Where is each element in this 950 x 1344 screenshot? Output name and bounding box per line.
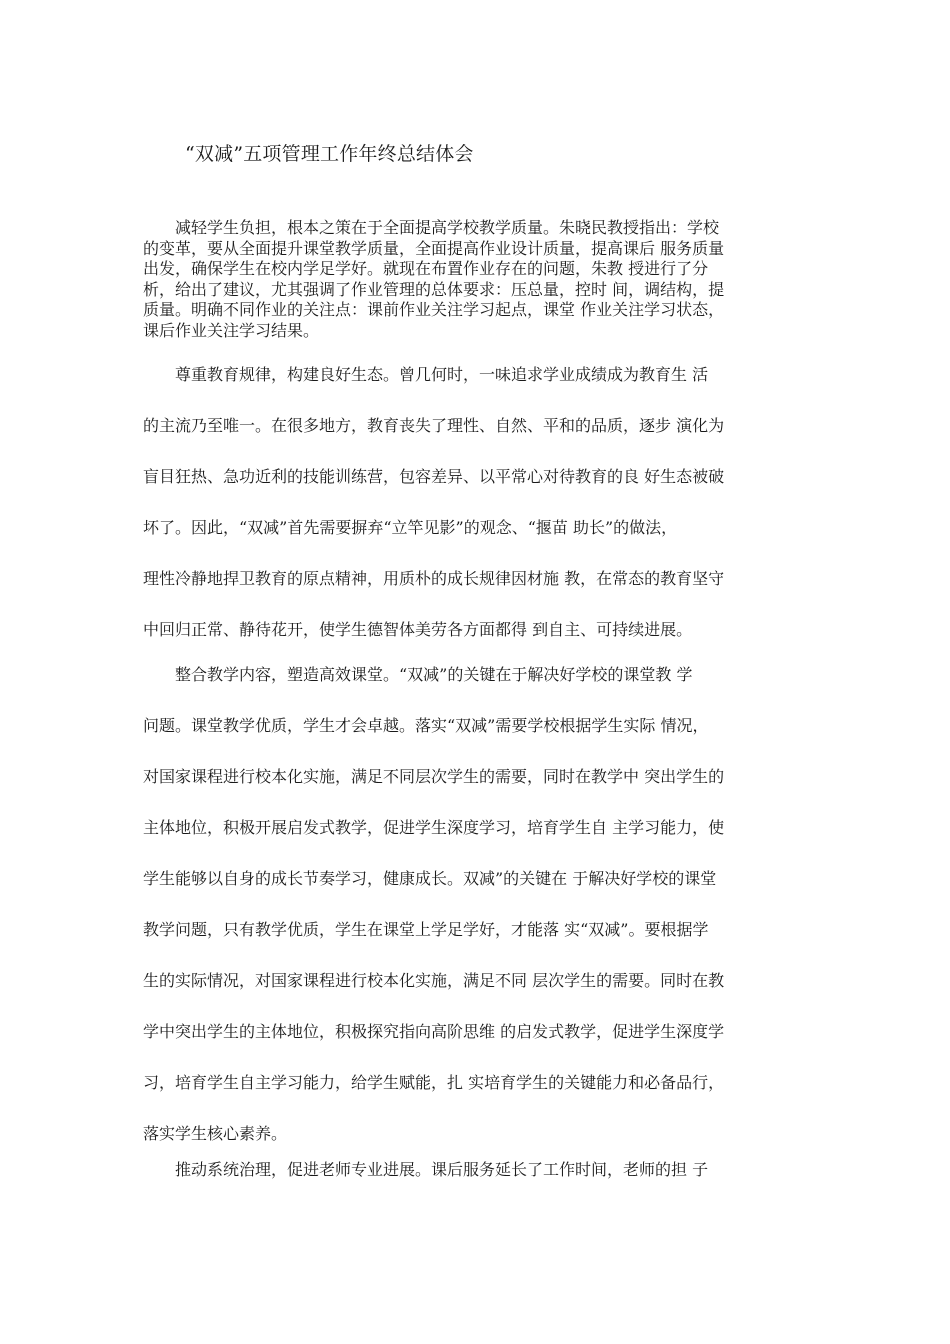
paragraph-line: 中回归正常、静待花开，使学生德智体美劳各方面都得 到自主、可持续进展。 <box>143 620 693 639</box>
paragraph-line: 课后作业关注学习结果。 <box>143 320 320 340</box>
paragraph-line: 减轻学生负担，根本之策在于全面提高学校教学质量。朱晓民教授指出：学校 <box>143 218 720 237</box>
paragraph-line: 推动系统治理，促进老师专业进展。课后服务延长了工作时间，老师的担 子 <box>143 1160 709 1179</box>
document-title: “双减”五项管理工作年终总结体会 <box>185 143 474 165</box>
paragraph-line: 学生能够以自身的成长节奏学习，健康成长。双减”的关键在 于解决好学校的课堂 <box>143 869 717 888</box>
paragraph-line: 坏了。因此，“双减”首先需要摒弃“立竿见影”的观念、“揠苗 助长”的做法， <box>143 518 678 537</box>
paragraph-line: 的主流乃至唯一。在很多地方，教育丧失了理性、自然、平和的品质，逐步 演化为 <box>143 416 725 435</box>
paragraph-line: 生的实际情况，对国家课程进行校本化实施，满足不同 层次学生的需要。同时在教 <box>143 971 725 990</box>
paragraph-system-governance <box>143 1159 806 1210</box>
paragraph-reduce-burden <box>143 218 806 342</box>
paragraph-line: 的变革，要从全面提升课堂教学质量，全面提高作业设计质量，提高课后 服务质量 <box>143 238 725 258</box>
paragraph-education-ecology <box>143 364 806 670</box>
paragraph-line: 尊重教育规律，构建良好生态。曾几何时，一味追求学业成绩成为教育生 活 <box>143 365 709 384</box>
paragraph-efficient-classroom <box>143 664 806 1174</box>
paragraph-line: 问题。课堂教学优质，学生才会卓越。落实“双减”需要学校根据学生实际 情况， <box>143 716 709 735</box>
paragraph-line: 质量。明确不同作业的关注点：课前作业关注学习起点，课堂 作业关注学习状态， <box>143 300 725 320</box>
paragraph-line: 主体地位，积极开展启发式教学，促进学生深度学习，培育学生自 主学习能力，使 <box>143 818 725 837</box>
paragraph-line: 教学问题，只有教学优质，学生在课堂上学足学好，才能落 实“双减”。要根据学 <box>143 920 709 939</box>
paragraph-line: 理性冷静地捍卫教育的原点精神，用质朴的成长规律因材施 教，在常态的教育坚守 <box>143 569 725 588</box>
paragraph-line: 对国家课程进行校本化实施，满足不同层次学生的需要，同时在教学中 突出学生的 <box>143 767 725 786</box>
paragraph-line: 析，给出了建议，尤其强调了作业管理的总体要求：压总量，控时 间，调结构，提 <box>143 279 725 299</box>
paragraph-line: 盲目狂热、急功近利的技能训练营，包容差异、以平常心对待教育的良 好生态被破 <box>143 467 725 486</box>
paragraph-line: 整合教学内容，塑造高效课堂。“双减”的关键在于解决好学校的课堂教 学 <box>143 665 693 684</box>
paragraph-line: 落实学生核心素养。 <box>143 1124 288 1143</box>
paragraph-line: 习，培育学生自主学习能力，给学生赋能，扎 实培育学生的关键能力和必备品行， <box>143 1073 725 1092</box>
paragraph-line: 学中突出学生的主体地位，积极探究指向高阶思维 的启发式教学，促进学生深度学 <box>143 1022 725 1041</box>
paragraph-line: 出发，确保学生在校内学足学好。就现在布置作业存在的问题，朱教 授进行了分 <box>143 259 709 279</box>
